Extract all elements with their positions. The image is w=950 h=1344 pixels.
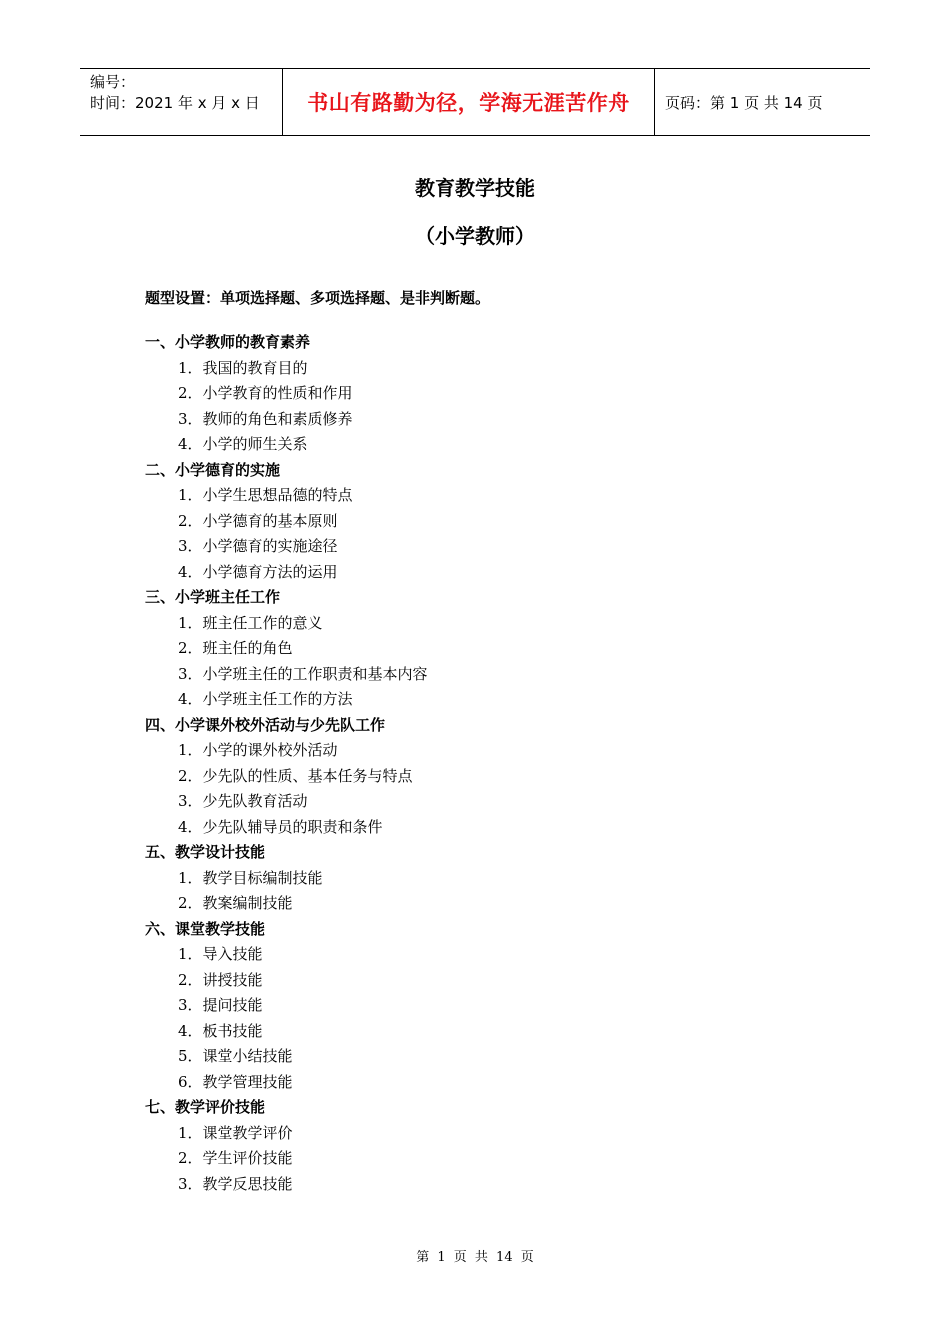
outline-item: 4．小学班主任工作的方法 [178, 690, 353, 708]
outline-item: 3．提问技能 [178, 996, 263, 1014]
outline-item: 3．少先队教育活动 [178, 792, 308, 810]
outline-item: 2．讲授技能 [178, 970, 263, 989]
outline-item: 1．我国的教育目的 [178, 358, 308, 377]
outline-item: 2．学生评价技能 [178, 1149, 293, 1167]
header-meta [80, 69, 282, 135]
outline-item: 1．教学目标编制技能 [178, 868, 323, 887]
header-motto: 书山有路勤为径，学海无涯苦作舟 [282, 69, 655, 135]
outline-item: 2．少先队的性质、基本任务与特点 [178, 766, 413, 785]
section-heading: 四、小学课外校外活动与少先队工作 [145, 715, 386, 734]
outline-item: 3．小学班主任的工作职责和基本内容 [178, 664, 428, 683]
section-heading: 一、小学教师的教育素养 [145, 333, 311, 351]
outline-item: 4．板书技能 [178, 1021, 263, 1040]
section-heading: 三、小学班主任工作 [145, 588, 281, 606]
outline-item: 1．班主任工作的意义 [178, 613, 323, 632]
time-label: 时间：2021 年 x 月 x 日 [90, 94, 260, 112]
syllabus-outline [145, 330, 845, 1197]
outline-item: 4．小学的师生关系 [178, 435, 308, 453]
section-heading: 二、小学德育的实施 [145, 460, 281, 479]
page-subtitle: （小学教师） [415, 224, 535, 248]
outline-item: 1．课堂教学评价 [178, 1123, 293, 1142]
number-label: 编号： [90, 73, 136, 91]
section-heading: 六、课堂教学技能 [145, 919, 266, 938]
outline-item: 5．课堂小结技能 [178, 1047, 293, 1065]
outline-item: 1．小学生思想品德的特点 [178, 486, 353, 504]
outline-item: 6．教学管理技能 [178, 1072, 293, 1091]
question-types: 题型设置：单项选择题、多项选择题、是非判断题。 [145, 289, 491, 307]
outline-item: 4．小学德育方法的运用 [178, 562, 338, 581]
outline-item: 4．少先队辅导员的职责和条件 [178, 817, 383, 836]
document-header [80, 68, 870, 136]
outline-item: 1．小学的课外校外活动 [178, 741, 338, 759]
page-footer: 第 1 页 共 14 页 [416, 1250, 534, 1265]
outline-item: 3．小学德育的实施途径 [178, 537, 338, 555]
section-heading: 七、教学评价技能 [145, 1098, 266, 1116]
section-heading: 五、教学设计技能 [145, 843, 266, 861]
header-page-info: 页码：第 1 页 共 14 页 [665, 93, 823, 112]
page-title: 教育教学技能 [415, 176, 535, 200]
outline-item: 1．导入技能 [178, 945, 263, 963]
outline-item: 2．小学教育的性质和作用 [178, 384, 353, 402]
outline-item: 2．班主任的角色 [178, 639, 293, 657]
outline-item: 3．教学反思技能 [178, 1174, 293, 1193]
outline-item: 2．小学德育的基本原则 [178, 511, 338, 530]
outline-item: 2．教案编制技能 [178, 894, 293, 912]
outline-item: 3．教师的角色和素质修养 [178, 409, 353, 428]
